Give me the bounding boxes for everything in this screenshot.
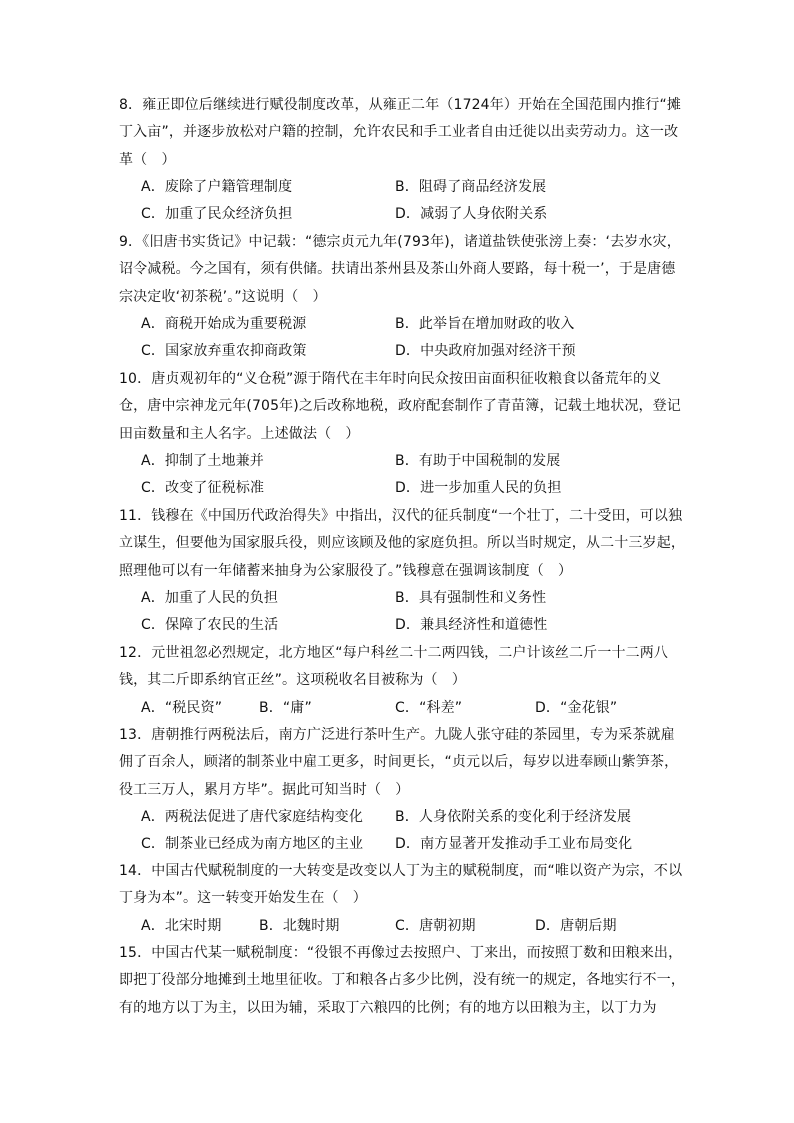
option-d[interactable]: D．兼具经济性和道德性 xyxy=(395,617,548,634)
options-row xyxy=(119,475,687,502)
option-d[interactable]: D．中央政府加强对经济干预 xyxy=(395,343,576,360)
option-c[interactable]: C．加重了民众经济负担 xyxy=(141,206,293,223)
option-d[interactable]: D．南方显著开发推动手工业布局变化 xyxy=(395,836,633,853)
option-b[interactable]: B．有助于中国税制的发展 xyxy=(395,452,561,469)
question-13 xyxy=(119,722,687,858)
option-c[interactable]: C．制茶业已经成为南方地区的主业 xyxy=(141,836,364,853)
question-stem: 8．雍正即位后继续进行赋役制度改革，从雍正二年（1724年）开始在全国范围内推行“摊丁入亩”，并逐步放松对户籍的控制，允许农民和手工业者自由迁徙以出卖劳动力。这一改革（ ） xyxy=(119,97,682,168)
question-14 xyxy=(119,858,687,940)
question-9 xyxy=(119,229,687,365)
options-row xyxy=(119,338,687,365)
question-15 xyxy=(119,940,687,1022)
question-stem: 9．《旧唐书实货记》中记载：“德宗贞元九年(793年)，诸道盐铁使张滂上奏：‘去岁水灾，诏令减税。今之国有，须有供储。扶请出茶州县及茶山外商人要路，每十税一’，于是唐德宗决定收‘初茶税’。”这说明（ ） xyxy=(119,234,681,305)
option-c[interactable]: C．改变了征税标准 xyxy=(141,480,265,497)
option-b[interactable]: B．“庸” xyxy=(259,699,312,716)
question-stem: 11．钱穆在《中国历代政治得失》中指出，汉代的征兵制度“一个壮丁，二十受田，可以独立谋生，但要他为国家服兵役，则应该顾及他的家庭负担。所以当时规定，从二十三岁起，照理他可以有一年储蓄来抽身为公家服役了。”钱穆意在强调该制度（ ） xyxy=(119,508,685,579)
option-d[interactable]: D．唐朝后期 xyxy=(535,917,617,934)
question-10 xyxy=(119,366,687,502)
options-row xyxy=(119,174,687,201)
option-d[interactable]: D．“金花银” xyxy=(535,699,618,716)
question-11 xyxy=(119,503,687,639)
option-a[interactable]: A．废除了户籍管理制度 xyxy=(141,178,293,195)
options-row xyxy=(119,804,687,831)
option-b[interactable]: B．人身依附关系的变化利于经济发展 xyxy=(395,808,632,825)
options-row xyxy=(119,831,687,858)
option-a[interactable]: A．抑制了土地兼并 xyxy=(141,452,264,469)
options-row xyxy=(119,201,687,228)
question-stem: 10．唐贞观初年的“义仓税”源于隋代在丰年时向民众按田亩面积征收粮食以备荒年的义仓，唐中宗神龙元年(705年)之后改称地税，政府配套制作了青苗簿，记载土地状况，登记田亩数量和主人名字。上述做法（ ） xyxy=(119,371,681,442)
option-a[interactable]: A．两税法促进了唐代家庭结构变化 xyxy=(141,808,363,825)
option-b[interactable]: B．此举旨在增加财政的收入 xyxy=(395,315,575,332)
options-row xyxy=(119,612,687,639)
option-a[interactable]: A．加重了人民的负担 xyxy=(141,589,279,606)
option-c[interactable]: C．“科差” xyxy=(395,699,463,716)
option-c[interactable]: C．国家放弃重农抑商政策 xyxy=(141,343,307,360)
option-a[interactable]: A．商税开始成为重要税源 xyxy=(141,315,307,332)
option-d[interactable]: D．减弱了人身依附关系 xyxy=(395,206,548,223)
options-row xyxy=(119,913,687,940)
option-c[interactable]: C．保障了农民的生活 xyxy=(141,617,279,634)
question-stem: 12．元世祖忽必烈规定，北方地区“每户科丝二十二两四钱，二户计该丝二斤一十二两八钱，其二斤即系纳官正丝”。这项税收名目被称为（ ） xyxy=(119,645,669,689)
question-8 xyxy=(119,92,687,228)
option-d[interactable]: D．进一步加重人民的负担 xyxy=(395,480,562,497)
question-stem: 14．中国古代赋税制度的一大转变是改变以人丁为主的赋税制度，而“唯以资产为宗，不以丁身为本”。这一转变开始发生在（ ） xyxy=(119,863,683,907)
question-stem: 13．唐朝推行两税法后，南方广泛进行茶叶生产。九陇人张守硅的茶园里，专为采茶就雇佣了百余人，顾渚的制茶业中雇工更多，时间更长，“贞元以后，每岁以进奉顾山紫笋茶，役工三万人，累月方毕”。据此可知当时（ ） xyxy=(119,727,679,798)
options-row xyxy=(119,448,687,475)
option-b[interactable]: B．具有强制性和义务性 xyxy=(395,589,547,606)
option-b[interactable]: B．阻碍了商品经济发展 xyxy=(395,178,547,195)
options-row xyxy=(119,585,687,612)
option-b[interactable]: B．北魏时期 xyxy=(259,917,340,934)
options-row xyxy=(119,311,687,338)
options-row xyxy=(119,695,687,722)
question-12 xyxy=(119,640,687,722)
question-stem: 15．中国古代某一赋税制度：“役银不再像过去按照户、丁来出，而按照丁数和田粮来出，即把丁役部分地摊到土地里征收。丁和粮各占多少比例，没有统一的规定，各地实行不一，有的地方以丁为主，以田为辅，采取丁六粮四的比例；有的地方以田粮为主，以丁力为 xyxy=(119,945,685,1016)
option-c[interactable]: C．唐朝初期 xyxy=(395,917,476,934)
option-a[interactable]: A．“税民资” xyxy=(141,699,223,716)
option-a[interactable]: A．北宋时期 xyxy=(141,917,222,934)
